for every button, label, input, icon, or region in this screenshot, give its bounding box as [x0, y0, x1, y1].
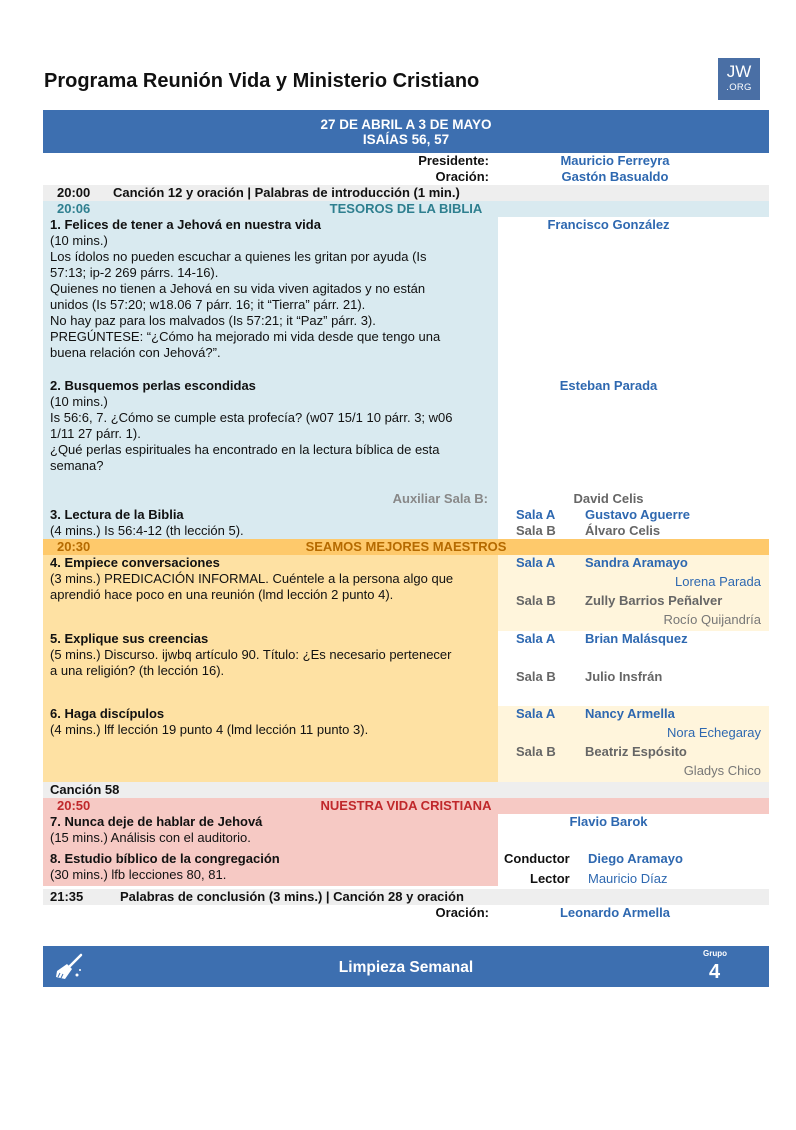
week-header: [43, 110, 769, 153]
sala-b-label: Sala B: [516, 523, 556, 538]
part-1: [43, 217, 769, 378]
song-mid: Canción 58: [50, 782, 120, 797]
section-maestros: [43, 539, 769, 555]
sala-b-name: Zully Barrios Peñalver: [585, 593, 723, 608]
part-line: aprendió hace poco en una reunión (lmd lección 2 punto 4).: [50, 587, 394, 602]
cleaning-banner: [43, 946, 769, 987]
part-line: 57:13; ip-2 269 párrs. 14-16).: [50, 265, 219, 280]
auxiliar-name: David Celis: [573, 491, 644, 506]
part-5: [43, 631, 769, 706]
sala-b-helper: Gladys Chico: [683, 763, 761, 778]
assignee-name: Francisco González: [547, 217, 670, 232]
part-line: (4 mins.) Is 56:4-12 (th lección 5).: [50, 523, 244, 538]
section-time: 20:06: [57, 201, 91, 216]
prayer-label: Oración:: [435, 169, 489, 184]
week-dates: 27 DE ABRIL A 3 DE MAYO: [320, 117, 492, 132]
part-title: 8. Estudio bíblico de la congregación: [50, 851, 280, 866]
part-line: (10 mins.): [50, 233, 108, 248]
sala-b-label: Sala B: [516, 669, 556, 684]
part-line: buena relación con Jehová?”.: [50, 345, 221, 360]
lector-name: Mauricio Díaz: [588, 871, 668, 886]
closing-row: [43, 889, 769, 905]
sala-a-name: Nancy Armella: [585, 706, 675, 721]
sala-a-label: Sala A: [516, 555, 556, 570]
sala-b-name: Álvaro Celis: [585, 523, 661, 538]
part-title: 4. Empiece conversaciones: [50, 555, 220, 570]
auxiliar-label: Auxiliar Sala B:: [43, 491, 498, 507]
sala-a-name: Sandra Aramayo: [585, 555, 688, 570]
part-line: Los ídolos no pueden escuchar a quienes les gritan por ayuda (Is: [50, 249, 427, 264]
closing-prayer-row: [43, 905, 769, 921]
closing-prayer-label: Oración:: [435, 905, 489, 920]
part-title: 5. Explique sus creencias: [50, 631, 209, 646]
part-8: [43, 851, 769, 886]
section-time: 20:30: [57, 539, 91, 554]
part-line: (30 mins.) lfb lecciones 80, 81.: [50, 867, 227, 882]
logo-jw-text: JW: [726, 62, 752, 81]
part-line: ¿Qué perlas espirituales ha encontrado en la lectura bíblica de esta: [50, 442, 440, 457]
part-line: 1/11 27 párr. 1).: [50, 426, 141, 441]
lector-label: Lector: [530, 871, 570, 886]
sala-b-name: Beatriz Espósito: [585, 744, 687, 759]
part-2: [43, 378, 769, 491]
closing-prayer-name: Leonardo Armella: [559, 905, 671, 920]
part-3: [43, 507, 769, 539]
opening-time: 20:00: [57, 185, 91, 200]
part-line: (5 mins.) Discurso. ijwbq artículo 90. Título: ¿Es necesario pertenecer: [50, 647, 452, 662]
president-row: [43, 153, 769, 169]
part-title: 6. Haga discípulos: [50, 706, 165, 721]
sala-a-helper: Nora Echegaray: [667, 725, 761, 740]
part-line: a una religión? (th lección 16).: [50, 663, 225, 678]
section-time: 20:50: [57, 798, 91, 813]
president-name: Mauricio Ferreyra: [560, 153, 670, 168]
sala-a-name: Brian Malásquez: [585, 631, 688, 646]
part-line: (3 mins.) PREDICACIÓN INFORMAL. Cuéntele a la persona algo que: [50, 571, 454, 586]
conductor-name: Diego Aramayo: [588, 851, 683, 866]
closing-text: Palabras de conclusión (3 mins.) | Canción 28 y oración: [120, 889, 464, 904]
cleaning-label: Limpieza Semanal: [338, 959, 474, 976]
section-vida: [43, 798, 769, 814]
part-title: 1. Felices de tener a Jehová en nuestra vida: [50, 217, 321, 232]
part-line: unidos (Is 57:20; w18.06 7 párr. 16; it “Tierra” párr. 21).: [50, 297, 366, 312]
assignee-name: Flavio Barok: [569, 814, 648, 829]
president-label: Presidente:: [418, 153, 489, 168]
part-title: 2. Busquemos perlas escondidas: [50, 378, 256, 393]
section-title: TESOROS DE LA BIBLIA: [329, 201, 483, 216]
part-line: Quienes no tienen a Jehová en su vida viven agitados y no están: [50, 281, 426, 296]
page-title: Programa Reunión Vida y Ministerio Cristiano: [44, 70, 480, 92]
logo-org-text: .ORG: [726, 82, 752, 93]
sala-b-helper: Rocío Quijandría: [663, 612, 761, 627]
meeting-schedule: [43, 110, 769, 921]
sala-b-label: Sala B: [516, 744, 556, 759]
prayer-row: [43, 169, 769, 185]
part-line: (10 mins.): [50, 394, 108, 409]
sala-a-helper: Lorena Parada: [674, 574, 761, 589]
section-title: NUESTRA VIDA CRISTIANA: [320, 798, 492, 813]
sala-a-label: Sala A: [516, 631, 556, 646]
section-title: SEAMOS MEJORES MAESTROS: [305, 539, 507, 554]
part-line: Is 56:6, 7. ¿Cómo se cumple esta profecía? (w07 15/1 10 párr. 3; w06: [50, 410, 453, 425]
part-6: [43, 706, 769, 782]
sala-b-label: Sala B: [516, 593, 556, 608]
part-line: PREGÚNTESE: “¿Cómo ha mejorado mi vida desde que tengo una: [50, 329, 441, 344]
conductor-label: Conductor: [504, 851, 570, 866]
sala-a-name: Gustavo Aguerre: [585, 507, 690, 522]
section-tesoros: [43, 201, 769, 217]
jw-org-logo: [718, 58, 760, 100]
assignee-name: Esteban Parada: [559, 378, 658, 393]
sala-a-label: Sala A: [516, 507, 556, 522]
opening-text: Canción 12 y oración | Palabras de introducción (1 min.): [113, 185, 460, 200]
group-label: Grupo: [703, 949, 727, 958]
song-mid-row: [43, 782, 769, 798]
part-title: 7. Nunca deje de hablar de Jehová: [50, 814, 263, 829]
part-7: [43, 814, 769, 851]
sala-a-label: Sala A: [516, 706, 556, 721]
opening-row: [43, 185, 769, 201]
part-line: (15 mins.) Análisis con el auditorio.: [50, 830, 251, 845]
group-number: 4: [709, 961, 721, 983]
sala-b-name: Julio Insfrán: [585, 669, 663, 684]
prayer-name: Gastón Basualdo: [561, 169, 669, 184]
part-title: 3. Lectura de la Biblia: [50, 507, 184, 522]
auxiliar-row: [43, 491, 769, 507]
part-line: No hay paz para los malvados (Is 57:21; it “Paz” párr. 3).: [50, 313, 376, 328]
part-line: semana?: [50, 458, 104, 473]
part-4: [43, 555, 769, 631]
part-line: (4 mins.) lff lección 19 punto 4 (lmd lección 11 punto 3).: [50, 722, 369, 737]
closing-time: 21:35: [50, 889, 84, 904]
week-reading: ISAÍAS 56, 57: [362, 132, 450, 147]
